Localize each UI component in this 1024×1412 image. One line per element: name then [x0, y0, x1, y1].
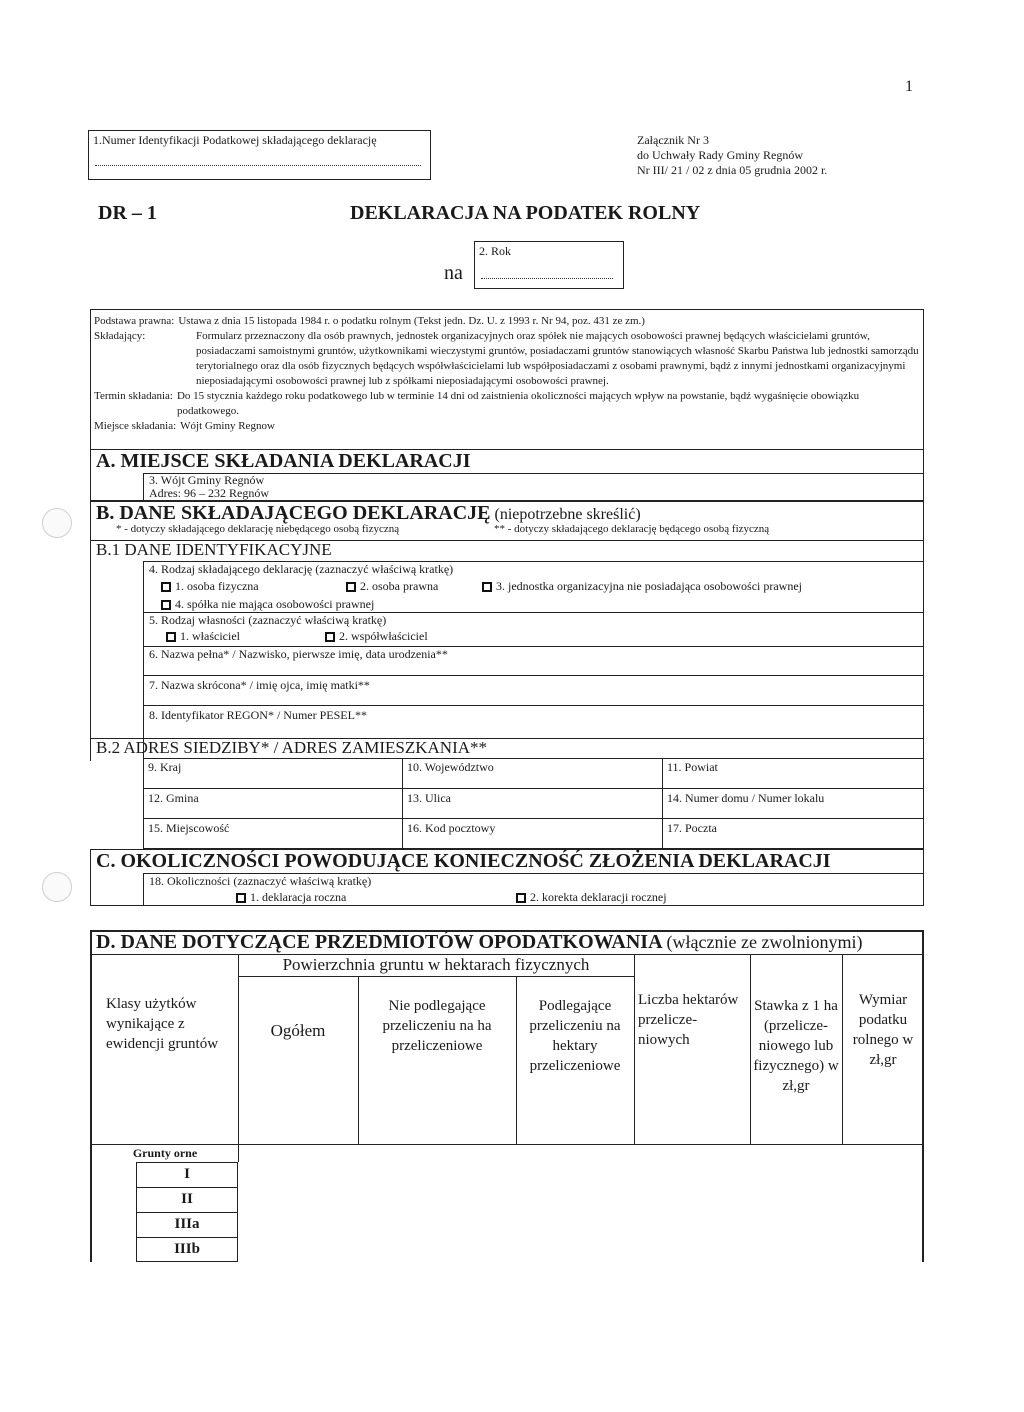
c-option-2-label: 2. korekta deklaracji rocznej: [530, 890, 667, 904]
divider: [634, 954, 635, 1144]
section-b-suffix: (niepotrzebne skreślić): [494, 506, 641, 523]
b1-title: B.1 DANE IDENTYFIKACYJNE: [96, 540, 332, 559]
nip-label: 1.Numer Identyfikacji Podatkowej składającego deklarację: [93, 133, 377, 147]
field-7-label[interactable]: 7. Nazwa skrócona* / imię ojca, imię matki**: [149, 678, 370, 692]
f4-option-4-label: 4. spółka nie mająca osobowości prawnej: [175, 597, 375, 611]
c-option-1[interactable]: [236, 890, 346, 905]
attachment-line: do Uchwały Rady Gminy Regnów: [637, 148, 803, 162]
field-17[interactable]: 17. Poczta: [667, 821, 717, 835]
note-legal-person: * - dotyczy składającego deklarację niebędącego osobą fizyczną: [116, 523, 400, 535]
year-prefix: na: [444, 262, 463, 284]
f5-option-2[interactable]: [325, 629, 428, 644]
area-header: Powierzchnia gruntu w hektarach fizycznych: [282, 955, 590, 974]
checkbox-icon[interactable]: [166, 632, 176, 642]
f5-option-1-label: 1. właściciel: [180, 629, 240, 643]
legal-place-label: Miejsce składania:: [94, 420, 177, 432]
checkbox-icon[interactable]: [346, 582, 356, 592]
divider: [750, 954, 751, 1144]
checkbox-icon[interactable]: [325, 632, 335, 642]
f5-option-1[interactable]: [166, 629, 240, 644]
field-15[interactable]: 15. Miejscowość: [148, 821, 230, 835]
divider: [516, 976, 517, 1144]
divider: [358, 976, 359, 1144]
f4-option-4[interactable]: [161, 597, 374, 612]
f4-option-3[interactable]: [482, 579, 802, 594]
divider: [136, 1187, 238, 1188]
divider: [143, 705, 923, 706]
section-d-suffix: (włącznie ze zwolnionymi): [666, 932, 863, 952]
c-option-1-label: 1. deklaracja roczna: [250, 890, 347, 904]
col-tax-amount: Wymiar podatku rolnego w zł,gr: [852, 992, 914, 1068]
f4-option-2-label: 2. osoba prawna: [360, 579, 439, 593]
field-3[interactable]: [149, 474, 269, 500]
divider: [402, 758, 403, 849]
section-d-header: [96, 931, 862, 954]
legal-basis-label: Podstawa prawna:: [94, 315, 175, 327]
punch-hole: [42, 508, 72, 538]
legal-filer-text: Formularz przeznaczony dla osób prawnych, jednostek organizacyjnych oraz spółek nie mających osobowości prawnej będących właścicielami gruntów, posiadaczami samoistnymi gruntów, użytkownikami wieczystymi gruntów, posiadaczami gruntów stanowiących własność Skarbu Państwa lub jednostki samorządu terytorialnego oraz dla osób fizycznych będących współwłaścicielami lub współposiadaczami z osobami prawnymi, bądź z innymi jednostkami organizacyjnymi nieposiadającymi osobowości prawnej lub z spółkami nieposiadającymi osobowości prawnej.: [196, 330, 919, 387]
field-16[interactable]: 16. Kod pocztowy: [407, 821, 496, 835]
f4-option-1-label: 1. osoba fizyczna: [175, 579, 259, 593]
legal-deadline-text: Do 15 stycznia każdego roku podatkowego lub w terminie 14 dni od zaistnienia okoliczności mających wpływ na powstanie, bądź wygaśnięcie obowiązku podatkowego.: [176, 390, 860, 417]
form-code: DR – 1: [98, 202, 157, 224]
year-dots: [481, 278, 613, 279]
group-label: Grunty orne: [132, 1146, 198, 1160]
divider: [143, 675, 923, 676]
section-c-title: C. OKOLICZNOŚCI POWODUJĄCE KONIECZNOŚĆ ZŁOŻENIA DEKLARACJI: [96, 850, 831, 872]
row-class: II: [181, 1191, 193, 1207]
divider: [662, 758, 663, 849]
divider: [143, 818, 924, 819]
year-label: 2. Rok: [479, 244, 512, 258]
legal-deadline: [94, 389, 920, 419]
section-a-title: A. MIEJSCE SKŁADANIA DEKLARACJI: [96, 450, 471, 472]
legal-basis: [94, 314, 920, 329]
legal-place-text: Wójt Gminy Regnow: [180, 420, 275, 432]
field-18-label: 18. Okoliczności (zaznaczyć właściwą kratkę): [149, 874, 372, 888]
legal-basis-text: Ustawa z dnia 15 listopada 1984 r. o podatku rolnym (Tekst jedn. Dz. U. z 1993 r. Nr 94, poz. 431 ze zm.): [178, 315, 645, 327]
field-3-label: 3. Wójt Gminy Regnów: [149, 473, 265, 487]
divider: [136, 1237, 238, 1238]
legal-text: [94, 314, 920, 434]
c-option-2[interactable]: [516, 890, 667, 905]
divider: [238, 954, 239, 1162]
col-total: Ogółem: [270, 1021, 326, 1040]
section-b-header: [96, 502, 641, 525]
field-8-label[interactable]: 8. Identyfikator REGON* / Numer PESEL**: [149, 708, 367, 722]
legal-deadline-label: Termin składania:: [94, 390, 173, 402]
field-10[interactable]: 10. Województwo: [407, 760, 494, 774]
note-natural-person: ** - dotyczy składającego deklarację będącego osobą fizyczną: [494, 523, 770, 535]
field-5-label: 5. Rodzaj własności (zaznaczyć właściwą kratkę): [149, 613, 387, 627]
f4-option-3-label: 3. jednostka organizacyjna nie posiadająca osobowości prawnej: [496, 579, 803, 593]
checkbox-icon[interactable]: [161, 582, 171, 592]
b2-title: B.2 ADRES SIEDZIBY* / ADRES ZAMIESZKANIA**: [96, 738, 488, 757]
attachment-note: [637, 133, 827, 178]
divider: [143, 473, 144, 501]
field-9[interactable]: 9. Kraj: [148, 760, 182, 774]
section-b-title: B. DANE SKŁADAJĄCEGO DEKLARACJĘ: [96, 502, 491, 524]
divider: [136, 1212, 238, 1213]
field-11[interactable]: 11. Powiat: [667, 760, 718, 774]
field-6-label[interactable]: 6. Nazwa pełna* / Nazwisko, pierwsze imię, data urodzenia**: [149, 647, 448, 661]
f5-option-2-label: 2. współwłaściciel: [339, 629, 428, 643]
attachment-line: Nr III/ 21 / 02 z dnia 05 grudnia 2002 r.: [637, 163, 828, 177]
divider: [92, 1144, 922, 1145]
col-rate: Stawka z 1 ha (przelicze-niowego lub fizycznego) w zł,gr: [753, 998, 839, 1094]
divider: [143, 788, 924, 789]
row-class: I: [184, 1166, 190, 1182]
checkbox-icon[interactable]: [482, 582, 492, 592]
col-land-class: Klasy użytków wynikające z ewidencji gruntów: [106, 996, 219, 1052]
nip-box[interactable]: [88, 130, 431, 180]
nip-dots: [95, 165, 421, 166]
col-converted: Podlegające przeliczeniu na hektary przeliczeniowe: [529, 998, 621, 1074]
attachment-line: Załącznik Nr 3: [637, 133, 709, 147]
divider: [143, 873, 144, 906]
field-13[interactable]: 13. Ulica: [407, 791, 451, 805]
divider: [842, 954, 843, 1144]
checkbox-icon[interactable]: [161, 600, 171, 610]
f4-option-1[interactable]: [161, 579, 259, 594]
section-d-title: D. DANE DOTYCZĄCE PRZEDMIOTÓW OPODATKOWANIA: [96, 931, 663, 953]
form-title: DEKLARACJA NA PODATEK ROLNY: [350, 202, 701, 224]
divider: [143, 561, 144, 761]
divider: [238, 976, 634, 977]
year-box[interactable]: [474, 241, 624, 289]
legal-filer-label: Składający:: [94, 330, 146, 342]
checkbox-icon[interactable]: [236, 893, 246, 903]
col-not-converted: Nie podlegające przeliczeniu na ha przeliczeniowe: [382, 998, 492, 1054]
field-12[interactable]: 12. Gmina: [148, 791, 199, 805]
punch-hole: [42, 872, 72, 902]
legal-filer: [94, 329, 920, 389]
row-class: IIIb: [174, 1241, 200, 1257]
col-converted-hectares: Liczba hektarów przelicze-niowych: [638, 992, 739, 1048]
row-class: IIIa: [174, 1216, 200, 1232]
field-14[interactable]: 14. Numer domu / Numer lokalu: [667, 791, 825, 805]
field-4-label: 4. Rodzaj składającego deklarację (zaznaczyć właściwą kratkę): [149, 562, 454, 576]
checkbox-icon[interactable]: [516, 893, 526, 903]
f4-option-2[interactable]: [346, 579, 438, 594]
legal-place: [94, 419, 920, 434]
field-3-address: Adres: 96 – 232 Regnów: [149, 486, 269, 500]
page-number: 1: [905, 78, 913, 95]
